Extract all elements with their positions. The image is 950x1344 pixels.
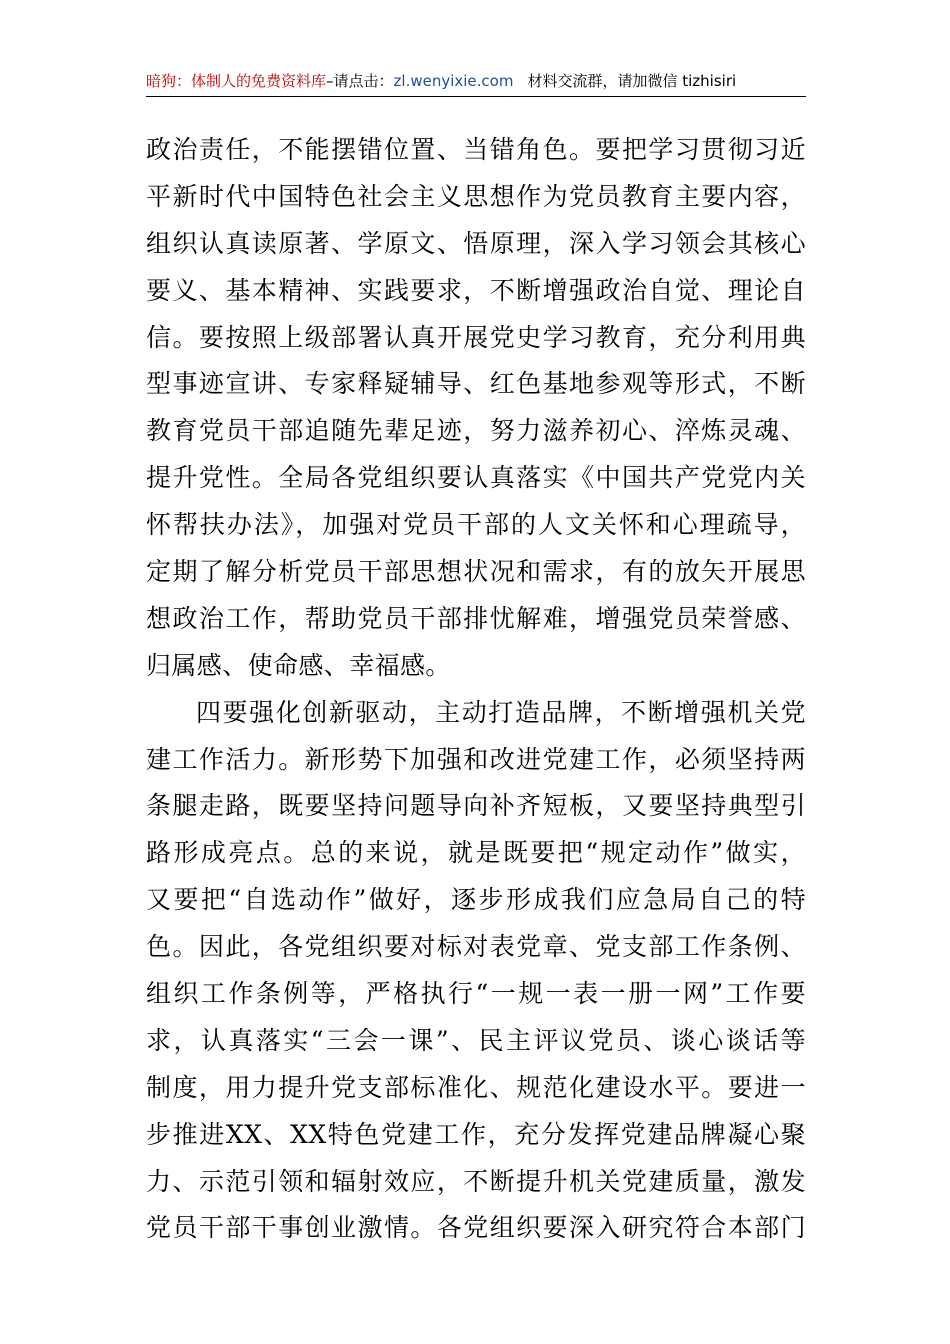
- text-line: 步推进XX、XX特色党建工作，充分发挥党建品牌凝心聚: [146, 1119, 806, 1149]
- text-line: 党员干部干事创业激情。各党组织要深入研究符合本部门: [146, 1213, 806, 1243]
- document-body: [146, 127, 806, 1252]
- text-line: 组织认真读原著、学原文、悟原理，深入学习领会其核心: [146, 228, 806, 258]
- text-line: 制度，用力提升党支部标准化、规范化建设水平。要进一: [146, 1072, 806, 1102]
- text-line: 要义、基本精神、实践要求，不断增强政治自觉、理论自: [146, 275, 806, 305]
- text-line: 平新时代中国特色社会主义思想作为党员教育主要内容，: [146, 181, 806, 211]
- text-line: 力、示范引领和辐射效应，不断提升机关党建质量，激发: [146, 1166, 806, 1196]
- text-line: 定期了解分析党员干部思想状况和需求，有的放矢开展思: [146, 557, 806, 587]
- page-header: [146, 68, 806, 94]
- text-line: 想政治工作，帮助党员干部排忧解难，增强党员荣誉感、: [146, 603, 806, 633]
- text-line: 信。要按照上级部署认真开展党史学习教育，充分利用典: [146, 322, 806, 352]
- text-line: 教育党员干部追随先辈足迹，努力滋养初心、淬炼灵魂、: [146, 416, 806, 446]
- text-line: 归属感、使命感、幸福感。: [146, 650, 451, 680]
- text-line: 条腿走路，既要坚持问题导向补齐短板，又要坚持典型引: [146, 791, 806, 821]
- text-line: 又要把“自选动作”做好，逐步形成我们应急局自己的特: [146, 885, 806, 915]
- text-line: 求，认真落实“三会一课”、民主评议党员、谈心谈话等: [146, 1025, 806, 1055]
- text-line: 色。因此，各党组织要对标对表党章、党支部工作条例、: [146, 932, 806, 962]
- header-site-name: 暗狗：体制人的免费资料库: [146, 72, 327, 90]
- paragraph-first-line: 四要强化创新驱动，主动打造品牌，不断增强机关党: [196, 697, 806, 727]
- header-divider: [146, 96, 806, 97]
- text-line: 建工作活力。新形势下加强和改进党建工作，必须坚持两: [146, 744, 806, 774]
- header-wechat-note: 材料交流群，请加微信 tizhisiri: [527, 72, 737, 90]
- text-line: 怀帮扶办法》，加强对党员干部的人文关怀和心理疏导，: [146, 510, 806, 540]
- header-click-prompt: –请点击：: [326, 72, 394, 90]
- header-url-link[interactable]: zl.wenyixie.com: [393, 72, 514, 90]
- text-line: 政治责任，不能摆错位置、当错角色。要把学习贯彻习近: [146, 135, 806, 164]
- text-line: 型事迹宣讲、专家释疑辅导、红色基地参观等形式，不断: [146, 369, 806, 399]
- text-line: 提升党性。全局各党组织要认真落实《中国共产党党内关: [146, 463, 806, 493]
- text-line: 路形成亮点。总的来说，就是既要把“规定动作”做实，: [146, 838, 806, 868]
- text-line: 组织工作条例等，严格执行“一规一表一册一网”工作要: [146, 979, 806, 1009]
